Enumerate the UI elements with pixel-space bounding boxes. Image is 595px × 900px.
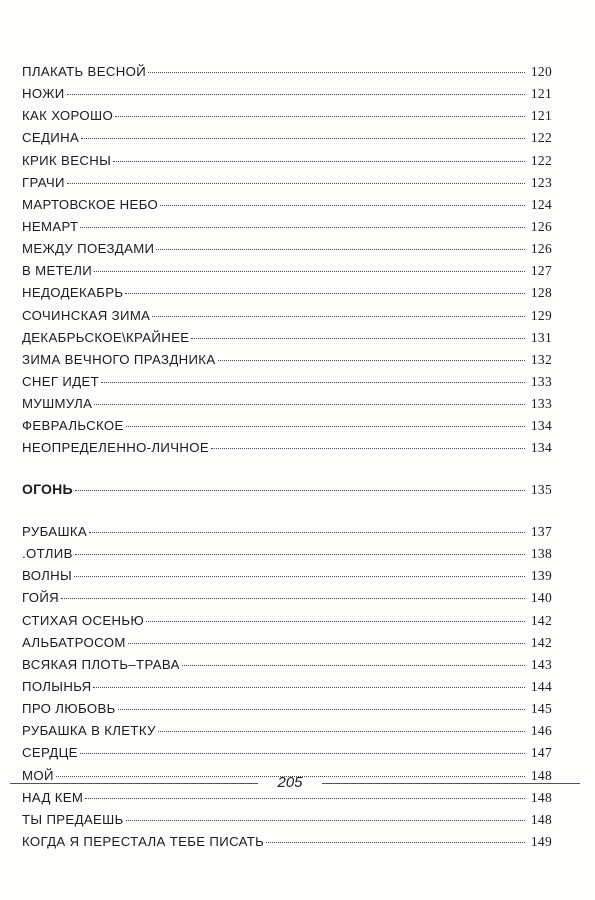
toc-leader-dots bbox=[101, 382, 525, 383]
footer-rule-left bbox=[10, 783, 258, 784]
toc-leader-dots bbox=[94, 271, 525, 272]
toc-section-heading-title: ОГОНЬ bbox=[22, 481, 73, 497]
toc-entry bbox=[22, 371, 552, 393]
toc-leader-dots bbox=[126, 426, 525, 427]
page-number: 205 bbox=[277, 774, 303, 791]
toc-entry-title: ТЫ ПРЕДАЕШЬ bbox=[22, 811, 124, 827]
toc-entry-page: 139 bbox=[530, 568, 552, 584]
toc-entry bbox=[22, 61, 552, 83]
toc-entry-title: СНЕГ ИДЕТ bbox=[22, 373, 100, 389]
toc-leader-dots bbox=[75, 554, 525, 555]
toc-entry-page: 148 bbox=[530, 767, 552, 783]
toc-leader-dots bbox=[148, 72, 525, 73]
toc-entry-title: КРИК ВЕСНЫ bbox=[22, 152, 112, 168]
toc-entry bbox=[22, 632, 552, 654]
toc-entry bbox=[22, 349, 552, 371]
footer-rule-right bbox=[322, 783, 580, 784]
toc-entry bbox=[22, 543, 552, 565]
toc-entry-page: 121 bbox=[530, 108, 552, 124]
toc-entry-page: 147 bbox=[530, 745, 552, 761]
toc-leader-dots bbox=[94, 404, 525, 405]
toc-entry-page: 127 bbox=[530, 263, 552, 279]
toc-entry bbox=[22, 676, 552, 698]
toc-leader-dots bbox=[156, 249, 525, 250]
toc-entry-page: 131 bbox=[530, 329, 552, 345]
toc-leader-dots bbox=[126, 820, 525, 821]
toc-leader-dots bbox=[74, 576, 525, 577]
toc-entry bbox=[22, 654, 552, 676]
toc-entry-page: 134 bbox=[530, 440, 552, 456]
toc-leader-dots bbox=[266, 842, 525, 843]
toc-entry bbox=[22, 327, 552, 349]
toc-section-a bbox=[22, 61, 552, 460]
toc-section-heading-entry bbox=[22, 478, 552, 500]
toc-entry-page: 145 bbox=[530, 701, 552, 717]
toc-entry-title: ГРАЧИ bbox=[22, 174, 65, 190]
toc-entry-title: ЗИМА ВЕЧНОГО ПРАЗДНИКА bbox=[22, 351, 216, 367]
toc-entry-title: НЕДОДЕКАБРЬ bbox=[22, 285, 124, 301]
toc-entry-title: КАК ХОРОШО bbox=[22, 108, 114, 124]
toc-leader-dots bbox=[146, 621, 525, 622]
toc-entry bbox=[22, 216, 552, 238]
toc-entry-page: 132 bbox=[530, 351, 552, 367]
toc-entry-page: 122 bbox=[530, 130, 552, 146]
toc-entry-page: 122 bbox=[530, 152, 552, 168]
toc-section-heading bbox=[22, 478, 552, 500]
toc-entry-title: ВСЯКАЯ ПЛОТЬ–ТРАВА bbox=[22, 656, 180, 672]
toc-entry bbox=[22, 238, 552, 260]
toc-entry-title: АЛЬБАТРОСОМ bbox=[22, 634, 126, 650]
toc-entry-page: 126 bbox=[530, 241, 552, 257]
toc-entry-page: 146 bbox=[530, 723, 552, 739]
toc-entry-page: 140 bbox=[530, 590, 552, 606]
toc-entry-title: НОЖИ bbox=[22, 86, 65, 102]
toc-entry bbox=[22, 720, 552, 742]
toc-leader-dots bbox=[125, 293, 525, 294]
toc-leader-dots bbox=[160, 205, 525, 206]
toc-leader-dots bbox=[113, 161, 525, 162]
toc-leader-dots bbox=[75, 490, 525, 491]
toc-entry bbox=[22, 150, 552, 172]
toc-entry-title: СОЧИНСКАЯ ЗИМА bbox=[22, 307, 151, 323]
toc-leader-dots bbox=[218, 360, 526, 361]
toc-entry-title: ПРО ЛЮБОВЬ bbox=[22, 701, 116, 717]
toc-entry-page: 137 bbox=[530, 524, 552, 539]
toc-entry-page: 121 bbox=[530, 86, 552, 102]
toc-entry-page: 138 bbox=[530, 546, 552, 562]
toc-section-b bbox=[22, 521, 552, 853]
toc-leader-dots bbox=[211, 448, 525, 449]
toc-entry bbox=[22, 305, 552, 327]
toc-entry-title: НАД КЕМ bbox=[22, 789, 84, 805]
toc-entry-page: 128 bbox=[530, 285, 552, 301]
toc-entry-title: МУШМУЛА bbox=[22, 396, 93, 412]
toc-entry-title: НЕМАРТ bbox=[22, 218, 79, 234]
toc-entry-page: 124 bbox=[530, 196, 552, 212]
toc-entry-title: .ОТЛИВ bbox=[22, 546, 73, 562]
toc-entry-page: 143 bbox=[530, 656, 552, 672]
toc-leader-dots bbox=[61, 598, 525, 599]
toc-entry bbox=[22, 610, 552, 632]
toc-entry-page: 120 bbox=[530, 64, 552, 79]
toc-entry-page: 126 bbox=[530, 218, 552, 234]
toc-entry-title: ПЛАКАТЬ ВЕСНОЙ bbox=[22, 64, 147, 79]
toc-entry-page: 142 bbox=[530, 612, 552, 628]
toc-entry-title: ДЕКАБРЬСКОЕ\КРАЙНЕЕ bbox=[22, 329, 190, 345]
toc-entry bbox=[22, 105, 552, 127]
toc-entry bbox=[22, 521, 552, 543]
toc-leader-dots bbox=[182, 665, 525, 666]
toc-leader-dots bbox=[67, 94, 525, 95]
toc-entry bbox=[22, 437, 552, 459]
toc-leader-dots bbox=[89, 532, 525, 533]
toc-entry bbox=[22, 742, 552, 764]
toc-entry-title: ГОЙЯ bbox=[22, 590, 60, 606]
toc-leader-dots bbox=[80, 753, 525, 754]
toc-leader-dots bbox=[93, 687, 525, 688]
toc-entry bbox=[22, 172, 552, 194]
toc-leader-dots bbox=[80, 227, 525, 228]
toc-entry bbox=[22, 831, 552, 853]
toc-entry bbox=[22, 415, 552, 437]
toc-entry-title: МЕЖДУ ПОЕЗДАМИ bbox=[22, 241, 155, 257]
toc-entry bbox=[22, 565, 552, 587]
toc-leader-dots bbox=[85, 798, 525, 799]
toc-leader-dots bbox=[191, 338, 525, 339]
toc-entry-title: ВОЛНЫ bbox=[22, 568, 73, 584]
toc-entry-title: РУБАШКА В КЛЕТКУ bbox=[22, 723, 156, 739]
toc-leader-dots bbox=[81, 138, 525, 139]
toc-leader-dots bbox=[152, 316, 525, 317]
toc-leader-dots bbox=[115, 116, 525, 117]
toc-entry-title: МАРТОВСКОЕ НЕБО bbox=[22, 196, 159, 212]
toc-entry bbox=[22, 127, 552, 149]
toc-leader-dots bbox=[67, 183, 525, 184]
toc-entry-title: В МЕТЕЛИ bbox=[22, 263, 93, 279]
toc-entry bbox=[22, 83, 552, 105]
toc-entry-title: СЕРДЦЕ bbox=[22, 745, 78, 761]
toc-entry-page: 142 bbox=[530, 634, 552, 650]
toc-entry-title: РУБАШКА bbox=[22, 524, 88, 539]
page-footer bbox=[0, 776, 595, 790]
toc-entry-page: 134 bbox=[530, 418, 552, 434]
toc-entry-page: 129 bbox=[530, 307, 552, 323]
toc-entry-page: 148 bbox=[530, 789, 552, 805]
toc-entry-title: СЕДИНА bbox=[22, 130, 80, 146]
toc-entry-page: 123 bbox=[530, 174, 552, 190]
toc-entry-title: МОЙ bbox=[22, 767, 54, 783]
toc-entry bbox=[22, 194, 552, 216]
toc-entry-page: 149 bbox=[530, 833, 552, 849]
toc-entry bbox=[22, 282, 552, 304]
toc-leader-dots bbox=[158, 731, 525, 732]
toc-entry-title: ФЕВРАЛЬСКОЕ bbox=[22, 418, 124, 434]
toc-entry-page: 144 bbox=[530, 678, 552, 694]
toc-entry bbox=[22, 260, 552, 282]
toc-entry-page: 148 bbox=[530, 811, 552, 827]
toc-entry-title: КОГДА Я ПЕРЕСТАЛА ТЕБЕ ПИСАТЬ bbox=[22, 833, 265, 849]
toc-section-heading-page: 135 bbox=[530, 482, 552, 497]
toc-entry bbox=[22, 587, 552, 609]
toc-entry bbox=[22, 809, 552, 831]
toc-leader-dots bbox=[128, 643, 525, 644]
toc-entry-page: 133 bbox=[530, 373, 552, 389]
toc-entry-title: НЕОПРЕДЕЛЕННО-ЛИЧНОЕ bbox=[22, 440, 210, 456]
toc-entry-title: ПОЛЫНЬЯ bbox=[22, 678, 92, 694]
toc-entry bbox=[22, 393, 552, 415]
toc-entry-page: 133 bbox=[530, 396, 552, 412]
toc-leader-dots bbox=[118, 709, 525, 710]
toc-entry-title: СТИХАЯ ОСЕНЬЮ bbox=[22, 612, 145, 628]
toc-entry bbox=[22, 698, 552, 720]
